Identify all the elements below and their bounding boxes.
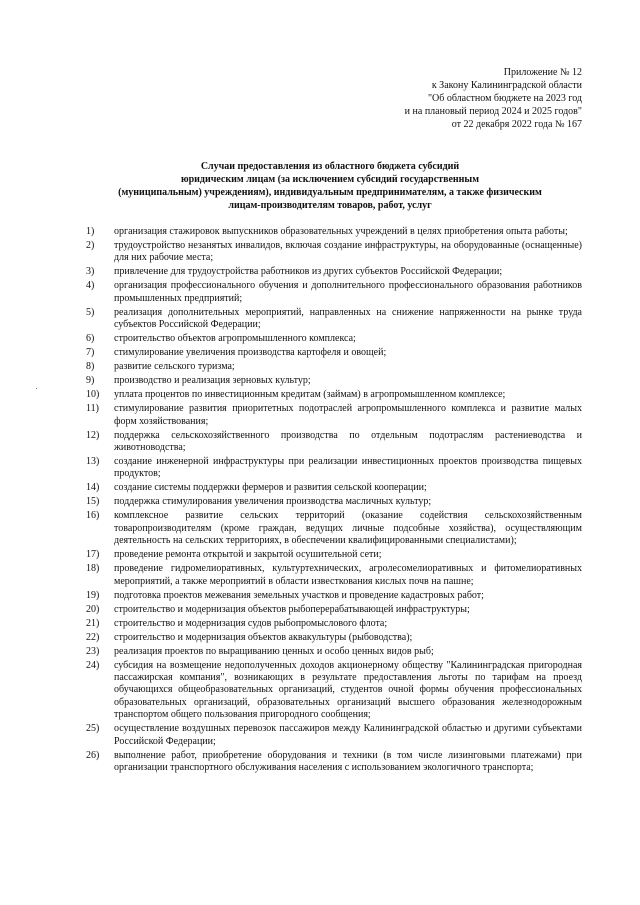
item-text: строительство объектов агропромышленного комплекса; — [114, 333, 356, 345]
item-number: 13) — [86, 456, 100, 468]
list-item — [86, 266, 582, 278]
list-item — [86, 347, 582, 359]
appendix-header-line: от 22 декабря 2022 года № 167 — [451, 119, 582, 130]
list-item — [86, 510, 582, 547]
list-item — [86, 660, 582, 722]
subsidy-cases-list — [86, 226, 582, 776]
list-item — [86, 482, 582, 494]
item-number: 14) — [86, 482, 100, 494]
item-text: строительство и модернизация объектов рыбоперерабатывающей инфраструктуры; — [114, 603, 470, 615]
item-text: комплексное развитие сельских территорий (оказание содействия сельскохозяйственным товаропроизводителям (кроме граждан, ведущих личные подсобные хозяйства), осуществляющим деятельность на сельских территориях, в обеспечении квалифицированными специалистами); — [114, 510, 582, 547]
list-item — [86, 307, 582, 332]
item-number: 16) — [86, 510, 100, 522]
list-item — [86, 240, 582, 265]
item-text: стимулирование увеличения производства картофеля и овощей; — [114, 347, 387, 359]
item-number: 1) — [86, 226, 95, 237]
list-item — [86, 618, 582, 630]
scan-speck — [36, 388, 37, 389]
item-number: 25) — [86, 723, 100, 735]
item-text: проведение ремонта открытой и закрытой осушительной сети; — [114, 549, 382, 561]
list-item — [86, 563, 582, 588]
item-number: 7) — [86, 347, 95, 359]
list-item — [86, 496, 582, 508]
list-item — [86, 723, 582, 748]
item-number: 6) — [86, 333, 95, 345]
item-number: 2) — [86, 240, 95, 251]
item-text: реализация проектов по выращиванию ценных и особо ценных видов рыб; — [114, 645, 434, 657]
item-text: привлечение для трудоустройства работников из других субъектов Российской Федерации; — [114, 266, 503, 278]
item-text: производство и реализация зерновых культур; — [114, 375, 311, 387]
item-text: проведение гидромелиоративных, культуртехнических, агролесомелиоративных и фитомелиоративных мероприятий, а также мероприятий в области известкования кислых почв на пашне; — [114, 563, 582, 587]
item-number: 21) — [86, 617, 100, 629]
item-text: субсидия на возмещение недополученных доходов акционерному обществу "Калининградская пригородная пассажирская компания", возникающих в результате предоставления льготы по тарифам на проезд обучающихся общеобразовательных организаций, студентов очной формы обучения профессиональных образовательных организаций, образовательных организаций высшего образования железнодорожным транспортом общего пользования пригородного сообщения; — [114, 659, 582, 721]
appendix-header — [405, 66, 582, 131]
item-text: уплата процентов по инвестиционным кредитам (займам) в агропромышленном комплексе; — [114, 389, 506, 401]
item-text: подготовка проектов межевания земельных участков и проведение кадастровых работ; — [114, 589, 484, 601]
list-item — [86, 333, 582, 345]
item-text: создание инженерной инфраструктуры при реализации инвестиционных проектов производства пищевых продуктов; — [114, 456, 582, 480]
list-item — [86, 646, 582, 658]
item-number: 9) — [86, 375, 95, 387]
list-item — [86, 632, 582, 644]
document-title — [80, 160, 580, 212]
item-number: 5) — [86, 306, 95, 318]
list-item — [86, 604, 582, 616]
list-item — [86, 280, 582, 305]
item-number: 17) — [86, 549, 100, 561]
item-number: 4) — [86, 280, 95, 292]
item-number: 8) — [86, 361, 95, 373]
list-item — [86, 403, 582, 428]
item-text: развитие сельского туризма; — [114, 361, 235, 373]
item-number: 22) — [86, 631, 100, 643]
list-item — [86, 549, 582, 561]
item-text: осуществление воздушных перевозок пассажиров между Калининградской областью и другими субъектами Российской Федерации; — [114, 723, 582, 747]
item-text: строительство и модернизация судов рыбопромыслового флота; — [114, 617, 388, 629]
item-number: 24) — [86, 659, 100, 671]
item-number: 20) — [86, 603, 100, 615]
item-text: реализация дополнительных мероприятий, направленных на снижение напряженности на рынке труда субъектов Российской Федерации; — [114, 306, 582, 331]
appendix-header-line: к Закону Калининградской области — [431, 80, 582, 91]
title-line: (муниципальным) учреждениям), индивидуальным предпринимателям, а также физическим — [118, 187, 542, 198]
list-item — [86, 375, 582, 387]
list-item — [86, 750, 582, 775]
item-number: 26) — [86, 749, 100, 761]
item-text: создание системы поддержки фермеров и развития сельской кооперации; — [114, 482, 427, 494]
item-text: стимулирование развития приоритетных подотраслей агропромышленного комплекса и развитие малых форм хозяйствования; — [114, 403, 582, 427]
item-number: 23) — [86, 645, 100, 657]
appendix-header-line: "Об областном бюджете на 2023 год — [427, 93, 582, 104]
list-item — [86, 456, 582, 481]
list-item — [86, 389, 582, 401]
item-number: 11) — [86, 403, 99, 415]
item-text: поддержка стимулирования увеличения производства масличных культур; — [114, 496, 432, 508]
list-item — [86, 361, 582, 373]
item-number: 19) — [86, 589, 100, 601]
item-text: поддержка сельскохозяйственного производства по отдельным подотраслям растениеводства и животноводства; — [114, 429, 582, 454]
appendix-header-line: Приложение № 12 — [503, 67, 582, 78]
item-text: выполнение работ, приобретение оборудования и техники (в том числе лизинговыми платежами) при организации транспортного обслуживания населения с использованием экологичного транспорта; — [114, 749, 582, 774]
list-item — [86, 590, 582, 602]
appendix-header-line: и на плановый период 2024 и 2025 годов" — [404, 106, 582, 117]
item-number: 18) — [86, 563, 100, 575]
list-item — [86, 226, 582, 238]
item-number: 3) — [86, 266, 95, 278]
item-text: организация профессионального обучения и дополнительного профессионального образования работников промышленных предприятий; — [114, 280, 582, 304]
list-item — [86, 430, 582, 455]
title-line: Случаи предоставления из областного бюджета субсидий — [200, 161, 460, 172]
item-number: 12) — [86, 429, 100, 441]
item-text: трудоустройство незанятых инвалидов, включая создание инфраструктуры, на оборудованные (оснащенные) для них рабочие места; — [114, 240, 582, 264]
item-number: 15) — [86, 496, 100, 508]
item-number: 10) — [86, 389, 100, 401]
title-line: лицам-производителям товаров, работ, услуг — [228, 200, 432, 211]
item-text: строительство и модернизация объектов аквакультуры (рыбоводства); — [114, 631, 413, 643]
item-text: организация стажировок выпускников образовательных учреждений в целях приобретения опыта работы; — [114, 226, 568, 237]
title-line: юридическим лицам (за исключением субсидий государственным — [180, 174, 480, 185]
